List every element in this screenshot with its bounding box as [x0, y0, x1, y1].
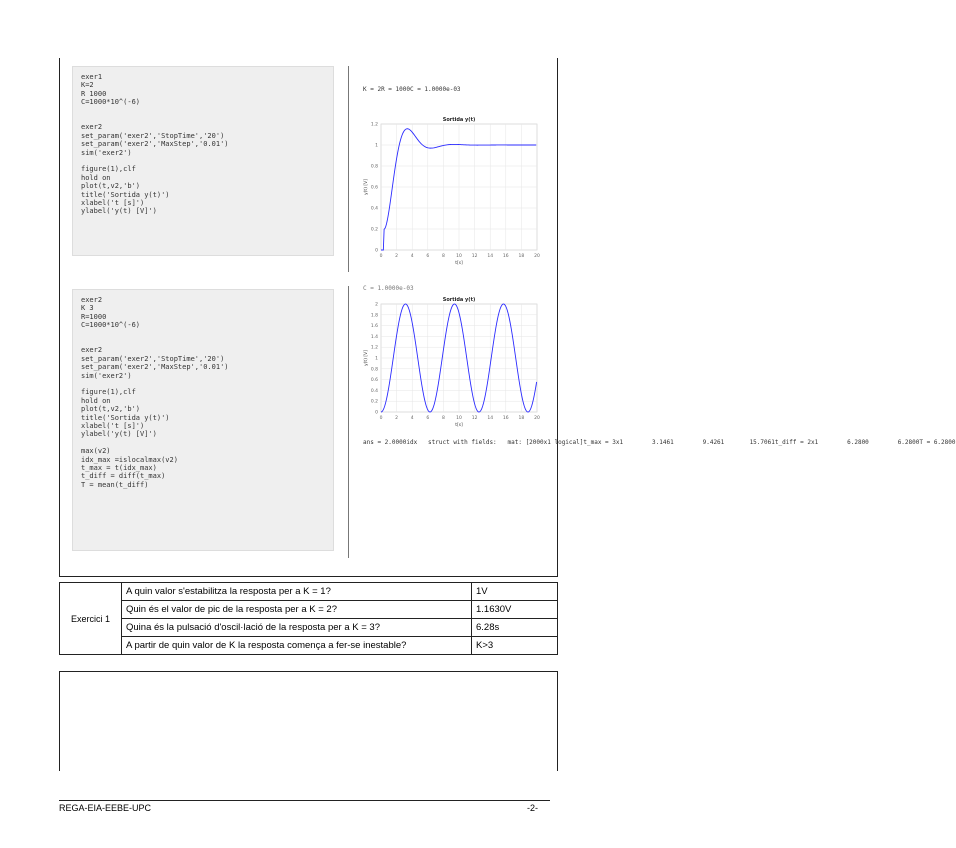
question-row: [60, 601, 558, 619]
answer-cell: K>3: [472, 637, 558, 655]
x-tick-label: 18: [518, 416, 525, 421]
x-tick-label: 6: [426, 416, 430, 421]
footer-left: REGA-EIA-EEBE-UPC: [59, 803, 152, 813]
code-line: [81, 107, 325, 115]
y-tick-label: 1.4: [370, 334, 378, 340]
code-line: sim('exer2'): [81, 148, 132, 157]
answer-cell: 6.28s: [472, 619, 558, 637]
x-tick-label: 8: [441, 416, 445, 421]
chart-title: Sortida y(t): [442, 117, 476, 123]
code-line: exer1: [81, 73, 103, 81]
y-tick-label: 0.8: [370, 367, 378, 373]
code-line: ylabel('y(t) [V]'): [81, 430, 157, 439]
question-text: Quin és el valor de pic de la resposta per a K = 2?: [122, 601, 472, 619]
x-tick-label: 2: [395, 416, 399, 421]
answer-cell: 1.1630V: [472, 601, 558, 619]
code-block-2: [72, 289, 334, 551]
code-line: xlabel('t [s]'): [81, 199, 145, 208]
workspace-var: K = 2: [363, 86, 382, 93]
x-tick-label: 12: [471, 416, 478, 421]
code-line: xlabel('t [s]'): [81, 422, 145, 431]
code-line: t_max = t(idx_max): [81, 464, 157, 473]
code-line: t_diff = diff(t_max): [81, 472, 166, 481]
output-line: 6.2800: [868, 439, 920, 446]
answer-box: [59, 671, 558, 771]
y-tick-label: 0: [375, 410, 378, 416]
x-tick-label: 4: [410, 254, 414, 259]
x-axis-label: t[s]: [455, 261, 463, 266]
y-axis-label: y(t) [V]: [364, 350, 369, 366]
question-row: [60, 637, 558, 655]
x-tick-label: 0: [379, 254, 383, 259]
output-line: mat: [2000x1 logical]: [496, 439, 584, 446]
code-line: set_param('exer2','StopTime','20'): [81, 354, 225, 363]
x-tick-label: 20: [534, 254, 540, 259]
x-tick-label: 12: [471, 254, 478, 259]
y-tick-label: 1.2: [370, 122, 378, 128]
x-tick-label: 16: [502, 254, 509, 259]
output-panel-2: [348, 285, 956, 558]
x-tick-label: 16: [502, 416, 509, 421]
question-text: A quin valor s'estabilitza la resposta per a K = 1?: [122, 583, 472, 601]
footer-page-number: -2-: [527, 803, 538, 813]
output-line: 3.1461: [623, 439, 674, 446]
y-tick-label: 1.8: [370, 313, 378, 319]
output-line: ans = 2.0000: [363, 439, 407, 446]
y-tick-label: 0.2: [370, 227, 378, 233]
y-tick-label: 0.4: [370, 388, 378, 394]
code-line: T = mean(t_diff): [81, 480, 149, 489]
question-row: [60, 583, 558, 601]
output-line: 9.4261: [673, 439, 725, 446]
question-row: [60, 619, 558, 637]
output-line: t_diff = 2x1: [774, 439, 819, 446]
y-tick-label: 0.4: [370, 206, 378, 212]
y-tick-label: 0.6: [370, 378, 378, 384]
output-line: 6.2800: [818, 439, 869, 446]
chart-2: [349, 292, 547, 442]
code-line: exer2: [81, 346, 103, 355]
x-axis-label: t[s]: [455, 423, 463, 428]
code-line: [81, 338, 325, 346]
x-tick-label: 14: [487, 254, 494, 259]
x-tick-label: 8: [441, 254, 445, 259]
footer-rule: [59, 800, 550, 801]
x-tick-label: 18: [518, 254, 525, 259]
output-line: T = 6.2800: [919, 439, 956, 446]
y-tick-label: 2: [375, 302, 378, 308]
output-panel-1: [348, 66, 546, 272]
code-line: title('Sortida y(t)'): [81, 190, 170, 199]
y-tick-label: 1: [375, 143, 378, 149]
output-line: t_max = 3x1: [583, 439, 624, 446]
command-output-2: [363, 439, 956, 447]
code-line: figure(1),clf: [81, 388, 136, 397]
header-output-2: C = 1.0000e-03: [363, 285, 414, 292]
code-line: C=1000*10^(-6): [81, 321, 141, 330]
x-tick-label: 4: [410, 416, 414, 421]
exercise-label: Exercici 1: [60, 583, 122, 655]
code-line: exer2: [81, 123, 103, 132]
y-tick-label: 0.8: [370, 164, 378, 170]
question-text: A partir de quin valor de K la resposta comença a fer-se inestable?: [122, 637, 472, 655]
code-line: hold on: [81, 396, 111, 405]
code-line: C=1000*10^(-6): [81, 98, 141, 107]
code-line: K=2: [81, 81, 94, 90]
code-line: plot(t,v2,'b'): [81, 405, 141, 414]
code-line: [81, 157, 325, 165]
answer-cell: 1V: [472, 583, 558, 601]
chart-1: [349, 66, 547, 272]
x-tick-label: 0: [379, 416, 383, 421]
code-line: [81, 380, 325, 388]
code-line: [81, 115, 325, 123]
code-block-1: [72, 66, 334, 256]
x-tick-label: 6: [426, 254, 430, 259]
code-line: title('Sortida y(t)'): [81, 413, 170, 422]
code-line: figure(1),clf: [81, 165, 136, 174]
code-line: set_param('exer2','MaxStep','0.01'): [81, 363, 229, 372]
x-tick-label: 14: [487, 416, 494, 421]
y-tick-label: 1: [375, 356, 378, 362]
code-line: [81, 330, 325, 338]
y-tick-label: 0.2: [370, 399, 378, 405]
y-tick-label: 0: [375, 248, 378, 254]
y-axis-label: y(t) [V]: [364, 179, 369, 195]
code-line: max(v2): [81, 447, 111, 456]
workspace-var: R = 1000: [381, 86, 410, 93]
code-line: K 3: [81, 304, 94, 313]
question-text: Quina és la pulsació d'oscil·lació de la resposta per a K = 3?: [122, 619, 472, 637]
x-tick-label: 10: [456, 416, 462, 421]
output-line: 15.7061: [724, 439, 775, 446]
chart-title: Sortida y(t): [442, 297, 476, 303]
y-tick-label: 0.6: [370, 185, 378, 191]
output-line: idx struct with fields:: [406, 439, 497, 446]
workspace-var: C = 1.0000e-03: [409, 86, 461, 93]
code-line: [81, 439, 325, 447]
x-tick-label: 10: [456, 254, 462, 259]
x-tick-label: 20: [534, 416, 540, 421]
code-line: idx_max =islocalmax(v2): [81, 455, 178, 464]
code-line: hold on: [81, 173, 111, 182]
question-table: [59, 582, 558, 655]
y-tick-label: 1.6: [370, 324, 378, 330]
code-line: R 1000: [81, 89, 107, 98]
y-tick-label: 1.2: [370, 345, 378, 351]
code-line: R=1000: [81, 312, 107, 321]
code-line: set_param('exer2','MaxStep','0.01'): [81, 140, 229, 149]
frame-divider: [59, 576, 558, 577]
code-line: plot(t,v2,'b'): [81, 182, 141, 191]
code-line: sim('exer2'): [81, 371, 132, 380]
code-line: exer2: [81, 296, 103, 304]
code-line: set_param('exer2','StopTime','20'): [81, 131, 225, 140]
code-line: ylabel('y(t) [V]'): [81, 207, 157, 216]
x-tick-label: 2: [395, 254, 399, 259]
